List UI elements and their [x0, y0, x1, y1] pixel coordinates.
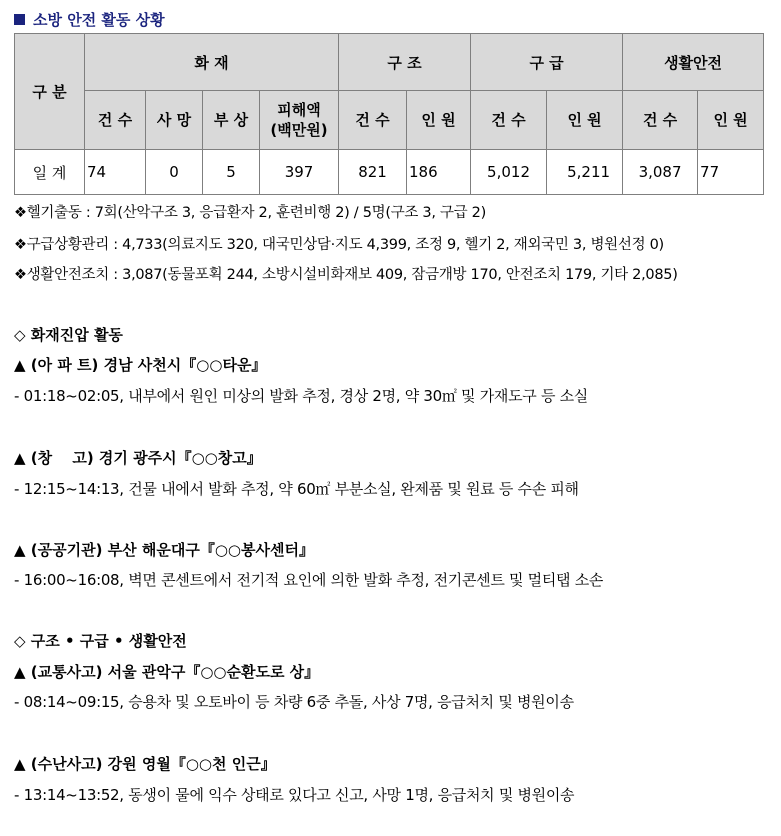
row-label: 일 계 — [15, 150, 85, 195]
cell-rescue-persons: 186 — [407, 150, 471, 195]
note-ems-management: ❖구급상황관리 : 4,733(의료지도 320, 대국민상담·지도 4,399, 조정 9, 헬기 2, 재외국민 3, 병원선정 0) — [14, 237, 664, 253]
subheader-ems-persons: 인 원 — [547, 91, 623, 150]
subheader-life-persons: 인 원 — [698, 91, 764, 150]
header-ems: 구 급 — [471, 34, 623, 91]
subheader-fire-deaths: 사 망 — [146, 91, 203, 150]
incident-desc-public: - 16:00~16:08, 벽면 콘센트에서 전기적 요인에 의한 발화 추정, 전기콘센트 및 멀티탭 소손 — [14, 571, 604, 589]
incident-title-water: ▲ (수난사고) 강원 영월『○○천 인근』 — [14, 755, 276, 773]
cell-fire-damage: 397 — [260, 150, 339, 195]
header-life-safety: 생활안전 — [623, 34, 764, 91]
subheader-ems-count: 건 수 — [471, 91, 547, 150]
section-title — [14, 8, 165, 30]
section-title-text: 소방 안전 활동 상황 — [33, 10, 165, 29]
incident-desc-apartment: - 01:18~02:05, 내부에서 원인 미상의 발화 추정, 경상 2명, 약 30㎡ 및 가재도구 등 소실 — [14, 387, 588, 405]
incident-title-public: ▲ (공공기관) 부산 해운대구『○○봉사센터』 — [14, 541, 314, 559]
note-life-safety: ❖생활안전조치 : 3,087(동물포획 244, 소방시설비화재보 409, 잠금개방 170, 안전조치 179, 기타 2,085) — [14, 267, 678, 283]
heading-rescue-ems: ◇ 구조 • 구급 • 생활안전 — [14, 632, 187, 650]
cell-fire-deaths: 0 — [146, 150, 203, 195]
header-rescue: 구 조 — [339, 34, 471, 91]
square-bullet-icon — [14, 14, 25, 25]
subheader-rescue-count: 건 수 — [339, 91, 407, 150]
cell-fire-injuries: 5 — [203, 150, 260, 195]
cell-ems-count: 5,012 — [471, 150, 547, 195]
subheader-fire-damage: 피해액 (백만원) — [260, 91, 339, 150]
incident-title-apartment: ▲ (아 파 트) 경남 사천시『○○타운』 — [14, 356, 267, 374]
cell-life-persons: 77 — [698, 150, 764, 195]
subheader-fire-injuries: 부 상 — [203, 91, 260, 150]
incident-desc-traffic: - 08:14~09:15, 승용차 및 오토바이 등 차량 6중 추돌, 사상 7명, 응급처치 및 병원이송 — [14, 693, 574, 711]
note-helicopter: ❖헬기출동 : 7회(산악구조 3, 응급환자 2, 훈련비행 2) / 5명(구조 3, 구급 2) — [14, 205, 486, 221]
header-fire: 화 재 — [85, 34, 339, 91]
subheader-fire-count: 건 수 — [85, 91, 146, 150]
incident-title-warehouse: ▲ (창 고) 경기 광주시『○○창고』 — [14, 449, 262, 467]
heading-fire-suppression: ◇ 화재진압 활동 — [14, 326, 123, 344]
incident-desc-water: - 13:14~13:52, 동생이 물에 익수 상태로 있다고 신고, 사망 1명, 응급처치 및 병원이송 — [14, 786, 575, 804]
fire-safety-stats-table — [14, 33, 764, 195]
incident-desc-warehouse: - 12:15~14:13, 건물 내에서 발화 추정, 약 60㎡ 부분소실, 완제품 및 원료 등 수손 피해 — [14, 480, 579, 498]
subheader-rescue-persons: 인 원 — [407, 91, 471, 150]
incident-title-traffic: ▲ (교통사고) 서울 관악구『○○순환도로 상』 — [14, 663, 320, 681]
cell-fire-count: 74 — [85, 150, 146, 195]
cell-ems-persons: 5,211 — [547, 150, 623, 195]
cell-life-count: 3,087 — [623, 150, 698, 195]
header-category: 구 분 — [15, 34, 85, 150]
subheader-life-count: 건 수 — [623, 91, 698, 150]
cell-rescue-count: 821 — [339, 150, 407, 195]
